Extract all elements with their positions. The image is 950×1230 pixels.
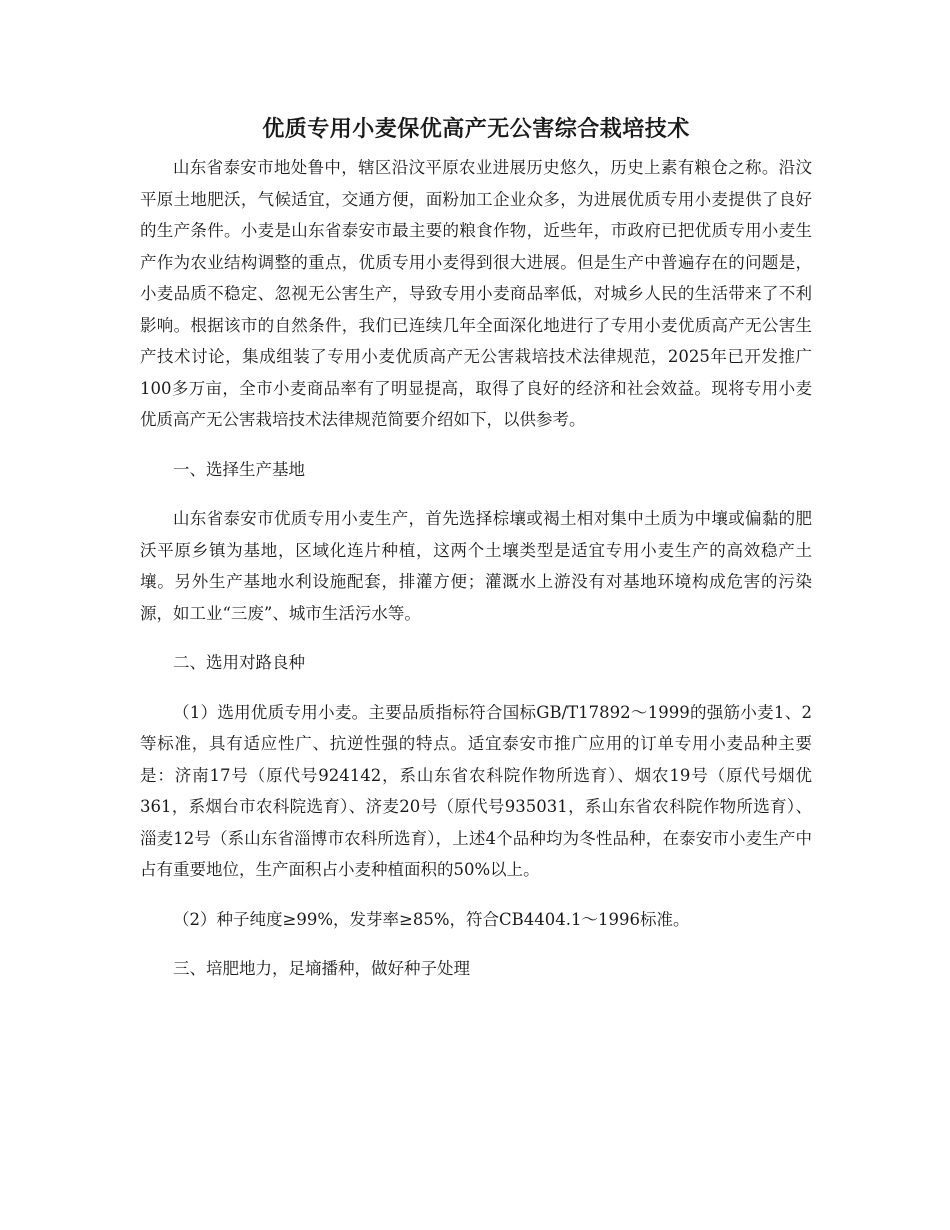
section-heading-3: 三、培肥地力，足墒播种，做好种子处理 — [173, 959, 470, 978]
section-2-item-1: （1）选用优质专用小麦。主要品质指标符合国标GB/T17892～1999的强筋小麦1、2等标准，具有适应性广、抗逆性强的特点。适宜泰安市推广应用的订单专用小麦品种主要是：济南17号（原代号924142，系山东省农科院作物所选育）、烟农19号（原代号烟优361，系烟台市农科院选育）、济麦20号（原代号935031，系山东省农科院作物所选育）、淄麦12号（系山东省淄博市农科所选育），上述4个品种均为冬性品种，在泰安市小麦生产中占有重要地位，生产面积占小麦种植面积的50%以上。 — [140, 702, 812, 879]
document-page — [140, 100, 812, 1003]
section-heading-1: 一、选择生产基地 — [173, 459, 305, 479]
section-heading-2: 二、选用对路良种 — [173, 653, 305, 672]
document-title: 优质专用小麦保优高产无公害综合栽培技术 — [262, 116, 690, 142]
section-2-item-2: （2）种子纯度≥99%，发芽率≥85%，符合CB4404.1～1996标准。 — [173, 909, 690, 929]
section-1-paragraph: 山东省泰安市优质专用小麦生产，首先选择棕壤或褐土相对集中土质为中壤或偏黏的肥沃平原乡镇为基地，区域化连片种植，这两个土壤类型是适宜专用小麦生产的高效稳产土壤。另外生产基地水利设施配套，排灌方便；灌溉水上游没有对基地环境构成危害的污染源，如工业“三废”、城市生活污水等。 — [140, 509, 812, 623]
intro-paragraph: 山东省泰安市地处鲁中，辖区沿汶平原农业进展历史悠久，历史上素有粮仓之称。沿汶平原土地肥沃，气候适宜，交通方便，面粉加工企业众多，为进展优质专用小麦提供了良好的生产条件。小麦是山东省泰安市最主要的粮食作物，近些年，市政府已把优质专用小麦生产作为农业结构调整的重点，优质专用小麦得到很大进展。但是生产中普遍存在的问题是，小麦品质不稳定、忽视无公害生产，导致专用小麦商品率低，对城乡人民的生活带来了不利影响。根据该市的自然条件，我们已连续几年全面深化地进行了专用小麦优质高产无公害生产技术讨论，集成组装了专用小麦优质高产无公害栽培技术法律规范，2025年已开发推广100多万亩，全市小麦商品率有了明显提高，取得了良好的经济和社会效益。现将专用小麦优质高产无公害栽培技术法律规范简要介绍如下，以供参考。 — [140, 158, 812, 429]
